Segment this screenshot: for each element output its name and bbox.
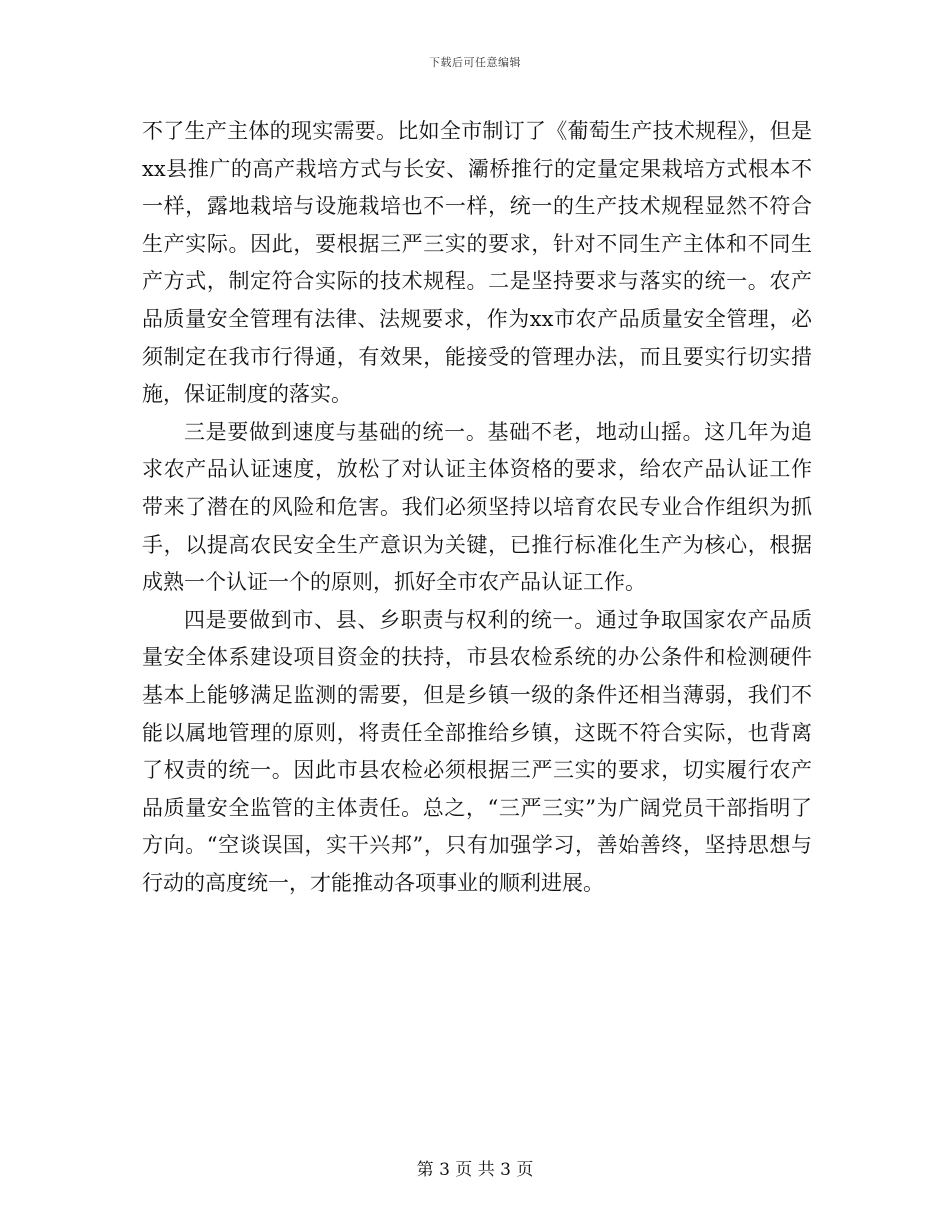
paragraph-1: 不了生产主体的现实需要。比如全市制订了《葡萄生产技术规程》，但是xx县推广的高产栽培方式与长安、灞桥推行的定量定果栽培方式根本不一样，露地栽培与设施栽培也不一样，统一的生产技术规程显然不符合生产实际。因此，要根据三严三实的要求，针对不同生产主体和不同生产方式，制定符合实际的技术规程。二是坚持要求与落实的统一。农产品质量安全管理有法律、法规要求，作为xx市农产品质量安全管理，必须制定在我市行得通，有效果，能接受的管理办法，而且要实行切实措施，保证制度的落实。	[142, 119, 812, 407]
document-body	[142, 113, 812, 902]
paragraph-3: 四是要做到市、县、乡职责与权利的统一。通过争取国家农产品质量安全体系建设项目资金的扶持，市县农检系统的办公条件和检测硬件基本上能够满足监测的需要，但是乡镇一级的条件还相当薄弱，我们不能以属地管理的原则，将责任全部推给乡镇，这既不符合实际，也背离了权责的统一。因此市县农检必须根据三严三实的要求，切实履行农产品质量安全监管的主体责任。总之，“三严三实”为广阔党员干部指明了方向。“空谈误国，实干兴邦”，只有加强学习，善始善终，坚持思想与行动的高度统一，才能推动各项事业的顺利进展。	[142, 607, 812, 895]
page-number-footer: 第 3 页 共 3 页	[416, 1160, 534, 1180]
page-header-note: 下载后可任意编辑	[429, 56, 521, 69]
paragraph-2: 三是要做到速度与基础的统一。基础不老，地动山摇。这几年为追求农产品认证速度，放松了对认证主体资格的要求，给农产品认证工作带来了潜在的风险和危害。我们必须坚持以培育农民专业合作组织为抓手，以提高农民安全生产意识为关键，已推行标准化生产为核心，根据成熟一个认证一个的原则，抓好全市农产品认证工作。	[142, 419, 812, 595]
